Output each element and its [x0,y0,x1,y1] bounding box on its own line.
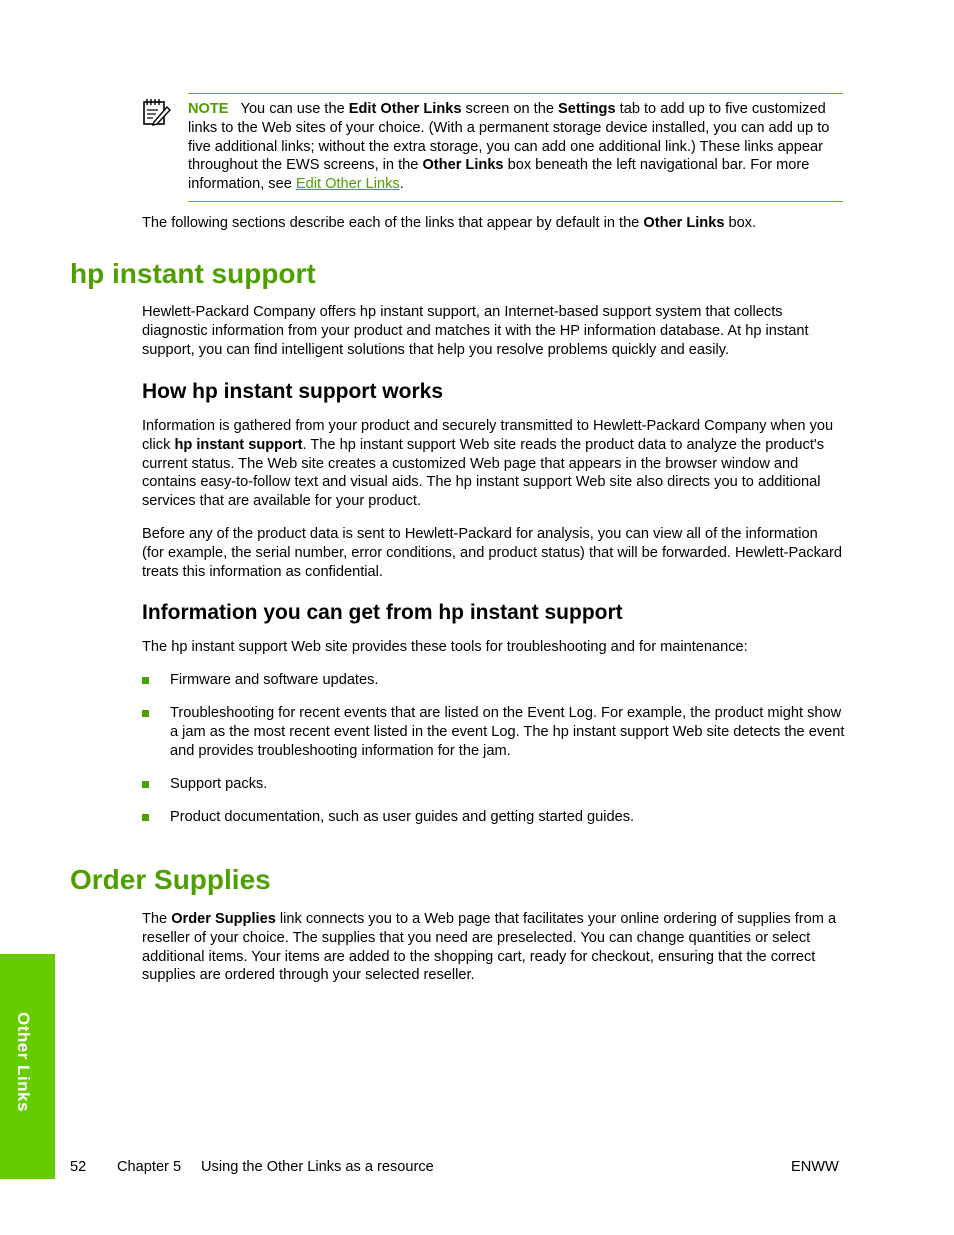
bullet-text: Firmware and software updates. [170,672,379,688]
intro-text: box. [724,215,757,231]
list-item [142,671,847,690]
note-label: NOTE [188,101,229,117]
list-item [142,808,847,827]
note-text: . [399,176,404,193]
order-bold: Order Supplies [171,911,276,927]
order-text: The [142,911,172,927]
subsection-title-information: Information you can get from hp instant support [142,601,623,624]
information-bullet-list [142,671,847,842]
how-it-works-paragraph-1 [142,417,847,511]
intro-bold: Other Links [643,215,725,231]
bullet-text: Product documentation, such as user guides and getting started guides. [170,809,635,826]
note-bold-other-links: Other Links [422,157,504,174]
section-title-hp-instant-support: hp instant support [70,258,316,289]
bullet-text: Support packs. [170,776,268,793]
footer-chapter-title: Using the Other Links as a resource [201,1159,434,1175]
note-bold-settings: Settings [558,101,616,117]
section-title-order-supplies: Order Supplies [70,864,271,895]
note-pad-icon [142,96,172,128]
section1-paragraph: Hewlett-Packard Company offers hp instant support, an Internet-based support system that collects diagnostic information from your product and matches it with the HP information database. At hp instant support, you can find intelligent solutions that help you resolve problems quickly and easily. [142,304,809,358]
bullet-square-icon [142,677,149,684]
note-text: You can use the [240,101,349,117]
edit-other-links-link[interactable]: Edit Other Links [295,176,400,193]
information-intro: The hp instant support Web site provides these tools for troubleshooting and for maintenance: [142,639,748,655]
footer-chapter: Chapter 5 [117,1159,182,1175]
bullet-text: Troubleshooting for recent events that are listed on the Event Log. For example, the product might show a jam as the most recent event listed in the event Log. The hp instant support Web site detects the event and provides troubleshooting information for the jam. [170,705,845,759]
how-it-works-paragraph-2: Before any of the product data is sent to Hewlett-Packard for analysis, you can view all of the information (for example, the serial number, error conditions, and product status) that will be forwarded. Hewlett-Packard treats this information as confidential. [142,526,843,580]
how-bold: hp instant support [174,436,303,453]
note-bold-edit-other-links: Edit Other Links [348,101,462,117]
side-tab-label: Other Links [14,1012,33,1112]
subsection-title-how-it-works: How hp instant support works [142,380,444,403]
bullet-square-icon [142,710,149,717]
list-item [142,704,847,760]
note-box [188,93,843,202]
intro-text: The following sections describe each of the links that appear by default in the [142,215,644,231]
footer-enww: ENWW [791,1159,839,1175]
chapter-side-tab [0,954,55,1179]
how-text: Information is gathered from your product and securely transmitted to Hewlett-Packard Company when you click [142,418,834,453]
bullet-square-icon [142,814,149,821]
note-text: screen on the [461,101,559,117]
bullet-square-icon [142,781,149,788]
note-text: tab to add up to five customized links to the Web sites of your choice. (With a permanent storage device installed, you can add up to five additional links; without the extra storage, you can add one additional link.) These links appear throughout the EWS screens, in the [188,101,830,174]
order-supplies-paragraph [142,910,847,985]
how-text: . The hp instant support Web site reads the product data to analyze the product's current status. The Web site creates a customized Web page that appears in the browser window and contains easy-to-follow text and visual aids. The hp instant support Web site also directs you to additional services that are available for your product. [142,436,824,510]
intro-paragraph [142,214,847,233]
order-text: link connects you to a Web page that facilitates your online ordering of supplies from a reseller of your choice. The supplies that you need are preselected. You can change quantities or select additional items. Your items are added to the shopping cart, ready for checkout, ensuring that the correct supplies are ordered through your selected reseller. [142,911,837,984]
page-number: 52 [70,1159,87,1175]
note-text: box beneath the left navigational bar. For more information, see [188,157,810,193]
list-item [142,775,847,794]
